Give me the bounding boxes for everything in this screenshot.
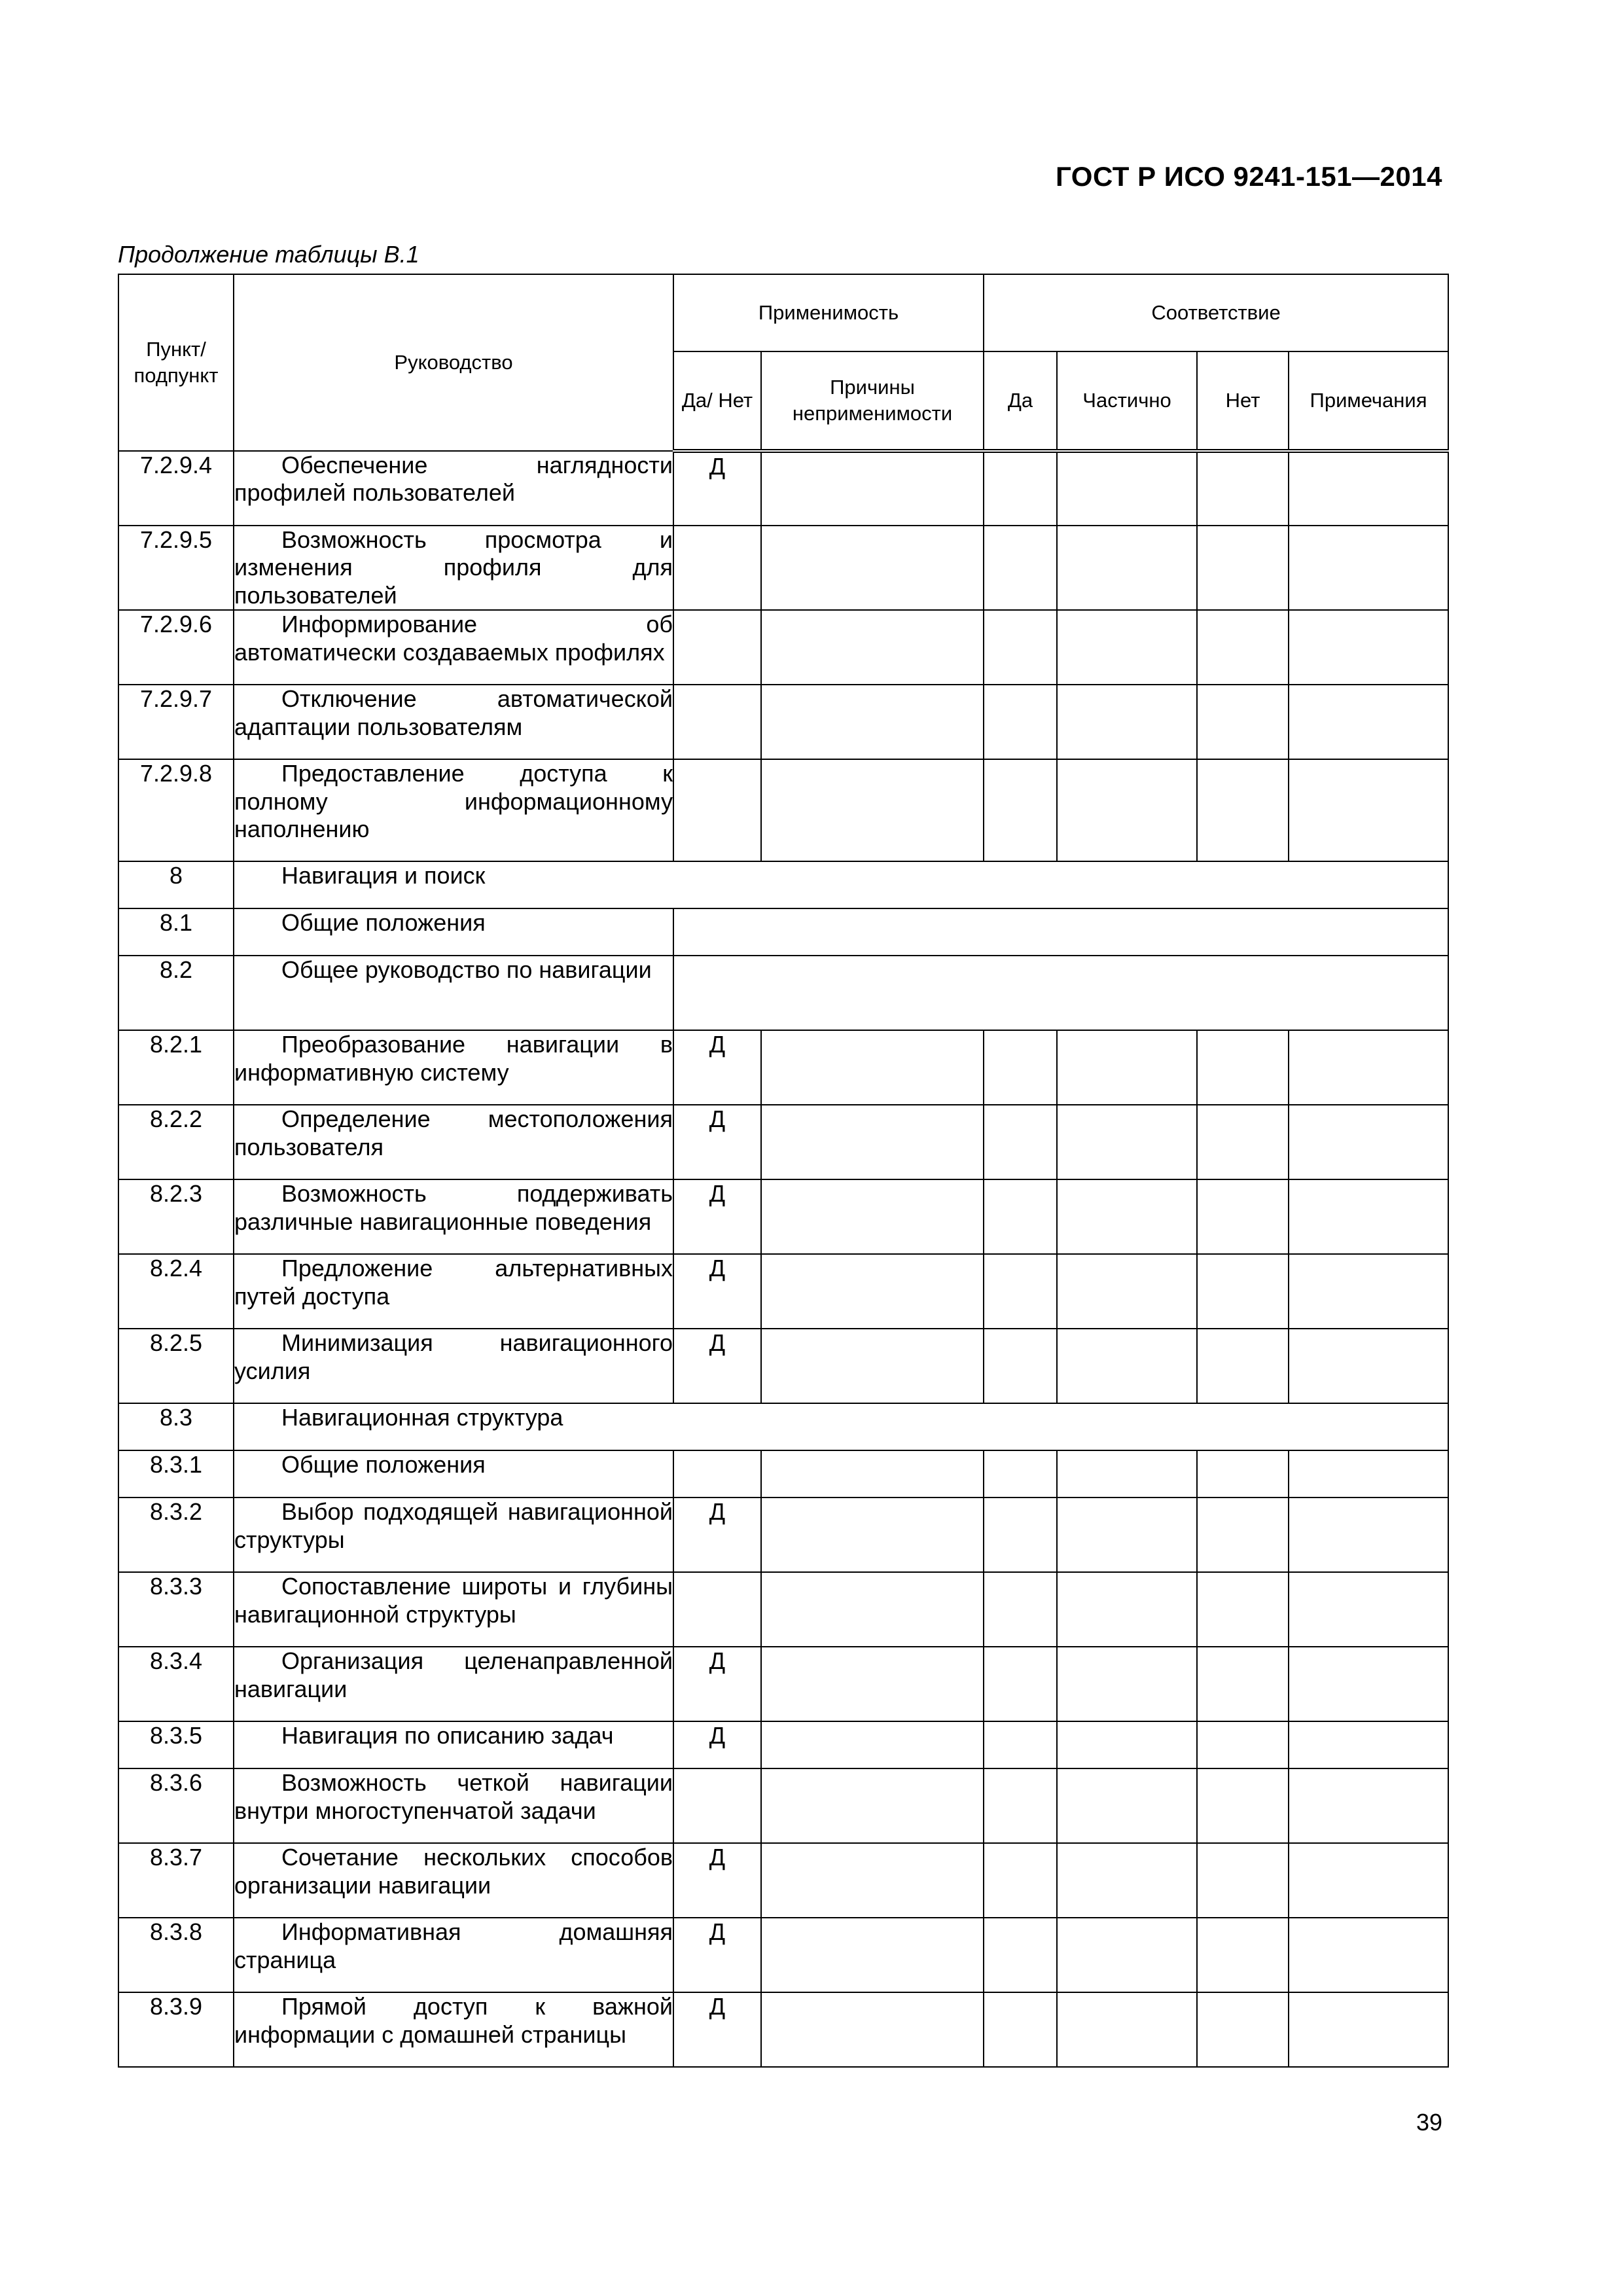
- row-number: 8.2.4: [118, 1254, 234, 1329]
- row-yes-cell: [984, 1498, 1057, 1572]
- row-partial-cell: [1057, 451, 1197, 526]
- row-guidance: [234, 1768, 673, 1843]
- table-row: [118, 1105, 1448, 1179]
- row-notes-cell: [1289, 451, 1448, 526]
- page-number: 39: [1416, 2109, 1442, 2136]
- row-yes-cell: [984, 1572, 1057, 1647]
- row-applicability: Д: [673, 1105, 761, 1179]
- row-number: 8.2.2: [118, 1105, 234, 1179]
- row-guidance-text: Выбор подходящей навигационной структуры: [234, 1498, 673, 1553]
- row-yes-cell: [984, 451, 1057, 526]
- table-row: [118, 451, 1448, 526]
- row-guidance: [234, 1572, 673, 1647]
- row-yes-cell: [984, 1179, 1057, 1254]
- row-yes-cell: [984, 610, 1057, 685]
- row-yes-cell: [984, 1647, 1057, 1721]
- row-reason-cell: [761, 610, 984, 685]
- row-guidance-text: Навигация и поиск: [281, 862, 486, 889]
- row-applicability: [673, 526, 761, 610]
- row-partial-cell: [1057, 1179, 1197, 1254]
- row-no-cell: [1197, 1992, 1289, 2067]
- row-guidance: [234, 908, 673, 956]
- row-yes-cell: [984, 1329, 1057, 1403]
- row-number: 8.2.5: [118, 1329, 234, 1403]
- row-yes-cell: [984, 759, 1057, 861]
- row-partial-cell: [1057, 1992, 1197, 2067]
- row-reason-cell: [761, 1030, 984, 1105]
- row-guidance-text: Прямой доступ к важной информации с домашней страницы: [234, 1993, 673, 2048]
- row-no-cell: [1197, 685, 1289, 759]
- row-no-cell: [1197, 1768, 1289, 1843]
- row-guidance-text: Отключение автоматической адаптации пользователям: [234, 685, 673, 740]
- row-guidance-text: Навигация по описанию задач: [281, 1722, 614, 1749]
- row-notes-cell: [1289, 1843, 1448, 1918]
- header-partial: Частично: [1057, 351, 1197, 451]
- row-number: 8.3: [118, 1403, 234, 1450]
- row-partial-cell: [1057, 610, 1197, 685]
- row-notes-cell: [1289, 1179, 1448, 1254]
- row-guidance-text: Предложение альтернативных путей доступа: [234, 1255, 673, 1310]
- table-row: [118, 1992, 1448, 2067]
- row-applicability: Д: [673, 1254, 761, 1329]
- row-applicability: Д: [673, 1329, 761, 1403]
- row-no-cell: [1197, 759, 1289, 861]
- table-row: [118, 1768, 1448, 1843]
- row-yes-cell: [984, 1254, 1057, 1329]
- row-partial-cell: [1057, 1450, 1197, 1498]
- table-row: [118, 1329, 1448, 1403]
- row-guidance-text: Преобразование навигации в информативную систему: [234, 1031, 673, 1086]
- row-guidance: [234, 1254, 673, 1329]
- row-guidance-text: Сочетание нескольких способов организации навигации: [234, 1844, 673, 1899]
- row-guidance: [234, 1450, 673, 1498]
- row-partial-cell: [1057, 1843, 1197, 1918]
- row-guidance-text: Предоставление доступа к полному информационному наполнению: [234, 760, 673, 843]
- table-row: [118, 1572, 1448, 1647]
- table-row: [118, 1918, 1448, 1992]
- row-reason-cell: [761, 759, 984, 861]
- row-partial-cell: [1057, 1254, 1197, 1329]
- row-applicability: [673, 1450, 761, 1498]
- row-yes-cell: [984, 1918, 1057, 1992]
- row-notes-cell: [1289, 1498, 1448, 1572]
- row-notes-cell: [1289, 610, 1448, 685]
- row-partial-cell: [1057, 1030, 1197, 1105]
- row-applicability: [673, 1768, 761, 1843]
- row-no-cell: [1197, 1572, 1289, 1647]
- table-row: [118, 1254, 1448, 1329]
- row-guidance: [234, 1721, 673, 1768]
- row-guidance-text: Информативная домашняя страница: [234, 1918, 673, 1973]
- row-reason-cell: [761, 1843, 984, 1918]
- row-number: 8.2: [118, 956, 234, 1030]
- row-reason-cell: [761, 1179, 984, 1254]
- row-reason-cell: [761, 1450, 984, 1498]
- row-notes-cell: [1289, 1918, 1448, 1992]
- row-yes-cell: [984, 1992, 1057, 2067]
- row-partial-cell: [1057, 1721, 1197, 1768]
- row-guidance-text: Обеспечение наглядности профилей пользователей: [234, 452, 673, 507]
- row-guidance: [234, 685, 673, 759]
- row-guidance: [234, 1105, 673, 1179]
- row-reason-cell: [761, 685, 984, 759]
- row-number: 8.3.6: [118, 1768, 234, 1843]
- header-guide: Руководство: [234, 274, 673, 451]
- header-applicability: Применимость: [673, 274, 984, 351]
- row-guidance: [234, 861, 1448, 908]
- row-no-cell: [1197, 451, 1289, 526]
- row-guidance-text: Сопоставление широты и глубины навигационной структуры: [234, 1573, 673, 1628]
- header-notes: Примечания: [1289, 351, 1448, 451]
- row-guidance: [234, 610, 673, 685]
- row-notes-cell: [1289, 685, 1448, 759]
- table-row: [118, 861, 1448, 908]
- row-guidance-text: Навигационная структура: [281, 1404, 563, 1431]
- row-reason-cell: [761, 1329, 984, 1403]
- row-notes-cell: [1289, 526, 1448, 610]
- row-no-cell: [1197, 1647, 1289, 1721]
- row-applicability: Д: [673, 1843, 761, 1918]
- table-row: [118, 956, 1448, 1030]
- row-applicability: Д: [673, 1647, 761, 1721]
- row-guidance: [234, 759, 673, 861]
- row-applicability: Д: [673, 1179, 761, 1254]
- row-applicability: Д: [673, 1498, 761, 1572]
- row-applicability: Д: [673, 1918, 761, 1992]
- row-applicability: Д: [673, 451, 761, 526]
- row-notes-cell: [1289, 1329, 1448, 1403]
- row-guidance-text: Возможность четкой навигации внутри многоступенчатой задачи: [234, 1769, 673, 1824]
- row-no-cell: [1197, 1918, 1289, 1992]
- row-partial-cell: [1057, 526, 1197, 610]
- row-number: 8.3.5: [118, 1721, 234, 1768]
- table-row: [118, 1403, 1448, 1450]
- header-item: Пункт/ подпункт: [118, 274, 234, 451]
- row-guidance: [234, 1030, 673, 1105]
- row-reason-cell: [761, 1992, 984, 2067]
- row-no-cell: [1197, 1721, 1289, 1768]
- row-yes-cell: [984, 1105, 1057, 1179]
- row-number: 7.2.9.6: [118, 610, 234, 685]
- row-guidance: [234, 1498, 673, 1572]
- row-reason-cell: [761, 1721, 984, 1768]
- header-no: Нет: [1197, 351, 1289, 451]
- row-no-cell: [1197, 610, 1289, 685]
- row-guidance-text: Определение местоположения пользователя: [234, 1105, 673, 1160]
- row-reason-cell: [761, 1105, 984, 1179]
- row-number: 7.2.9.8: [118, 759, 234, 861]
- row-guidance: [234, 1403, 1448, 1450]
- row-no-cell: [1197, 1843, 1289, 1918]
- table-row: [118, 1843, 1448, 1918]
- table-row: [118, 685, 1448, 759]
- row-applicability: Д: [673, 1992, 761, 2067]
- table-row: [118, 1647, 1448, 1721]
- row-guidance: [234, 1843, 673, 1918]
- row-reason-cell: [761, 1918, 984, 1992]
- row-number: 7.2.9.5: [118, 526, 234, 610]
- row-yes-cell: [984, 1030, 1057, 1105]
- row-number: 7.2.9.7: [118, 685, 234, 759]
- row-reason-cell: [761, 1572, 984, 1647]
- row-yes-cell: [984, 685, 1057, 759]
- header-reasons: Причины неприменимости: [761, 351, 984, 451]
- table-row: [118, 1179, 1448, 1254]
- row-notes-cell: [1289, 1254, 1448, 1329]
- row-partial-cell: [1057, 1918, 1197, 1992]
- row-yes-cell: [984, 1450, 1057, 1498]
- row-partial-cell: [1057, 1768, 1197, 1843]
- row-no-cell: [1197, 1329, 1289, 1403]
- table-row: [118, 526, 1448, 610]
- row-guidance-text: Общее руководство по навигации: [281, 956, 652, 984]
- row-number: 8.3.4: [118, 1647, 234, 1721]
- table-row: [118, 610, 1448, 685]
- table-row: [118, 1030, 1448, 1105]
- table-caption: Продолжение таблицы В.1: [118, 241, 419, 268]
- row-notes-cell: [1289, 1992, 1448, 2067]
- row-guidance: [234, 1992, 673, 2067]
- row-no-cell: [1197, 526, 1289, 610]
- table-row: [118, 1721, 1448, 1768]
- row-no-cell: [1197, 1179, 1289, 1254]
- row-guidance: [234, 956, 673, 1030]
- row-notes-cell: [1289, 1572, 1448, 1647]
- row-applicability: [673, 610, 761, 685]
- row-yes-cell: [984, 1721, 1057, 1768]
- row-partial-cell: [1057, 1498, 1197, 1572]
- row-number: 8.3.3: [118, 1572, 234, 1647]
- row-number: 8.2.3: [118, 1179, 234, 1254]
- row-reason-cell: [761, 526, 984, 610]
- table-row: [118, 908, 1448, 956]
- row-guidance-text: Возможность просмотра и изменения профиля для пользователей: [234, 526, 673, 609]
- row-reason-cell: [761, 1647, 984, 1721]
- row-reason-cell: [761, 1498, 984, 1572]
- table-row: [118, 759, 1448, 861]
- row-number: 8.3.8: [118, 1918, 234, 1992]
- row-guidance: [234, 451, 673, 526]
- row-guidance: [234, 1918, 673, 1992]
- row-notes-cell: [1289, 1030, 1448, 1105]
- row-number: 7.2.9.4: [118, 451, 234, 526]
- row-number: 8.1: [118, 908, 234, 956]
- row-guidance-text: Минимизация навигационного усилия: [234, 1329, 673, 1384]
- row-guidance: [234, 526, 673, 610]
- row-merged-cell: [673, 908, 1448, 956]
- row-no-cell: [1197, 1030, 1289, 1105]
- row-number: 8.3.9: [118, 1992, 234, 2067]
- row-merged-cell: [673, 956, 1448, 1030]
- document-title: ГОСТ Р ИСО 9241-151—2014: [1056, 161, 1442, 192]
- row-reason-cell: [761, 1768, 984, 1843]
- row-guidance-text: Возможность поддерживать различные навигационные поведения: [234, 1180, 673, 1235]
- row-guidance-text: Организация целенаправленной навигации: [234, 1647, 673, 1702]
- row-no-cell: [1197, 1498, 1289, 1572]
- row-partial-cell: [1057, 1572, 1197, 1647]
- row-yes-cell: [984, 1843, 1057, 1918]
- row-number: 8.3.2: [118, 1498, 234, 1572]
- row-applicability: [673, 1572, 761, 1647]
- row-applicability: Д: [673, 1030, 761, 1105]
- row-number: 8.2.1: [118, 1030, 234, 1105]
- table-row: [118, 1450, 1448, 1498]
- row-partial-cell: [1057, 759, 1197, 861]
- row-number: 8: [118, 861, 234, 908]
- row-notes-cell: [1289, 1647, 1448, 1721]
- row-partial-cell: [1057, 685, 1197, 759]
- row-no-cell: [1197, 1105, 1289, 1179]
- row-notes-cell: [1289, 1721, 1448, 1768]
- row-applicability: Д: [673, 1721, 761, 1768]
- header-yes: Да: [984, 351, 1057, 451]
- row-guidance-text: Общие положения: [281, 1451, 486, 1479]
- row-applicability: [673, 685, 761, 759]
- row-guidance-text: Информирование об автоматически создаваемых профилях: [234, 611, 673, 666]
- row-reason-cell: [761, 1254, 984, 1329]
- conformance-table: [118, 274, 1449, 2068]
- row-guidance-text: Общие положения: [281, 909, 486, 937]
- row-notes-cell: [1289, 759, 1448, 861]
- row-yes-cell: [984, 526, 1057, 610]
- row-partial-cell: [1057, 1647, 1197, 1721]
- row-applicability: [673, 759, 761, 861]
- row-reason-cell: [761, 451, 984, 526]
- row-yes-cell: [984, 1768, 1057, 1843]
- row-guidance: [234, 1179, 673, 1254]
- table-row: [118, 1498, 1448, 1572]
- row-no-cell: [1197, 1450, 1289, 1498]
- row-notes-cell: [1289, 1768, 1448, 1843]
- header-conformance: Соответствие: [984, 274, 1448, 351]
- row-notes-cell: [1289, 1450, 1448, 1498]
- row-guidance: [234, 1647, 673, 1721]
- row-no-cell: [1197, 1254, 1289, 1329]
- row-number: 8.3.7: [118, 1843, 234, 1918]
- row-guidance: [234, 1329, 673, 1403]
- header-yes-no: Да/ Нет: [673, 351, 761, 451]
- row-notes-cell: [1289, 1105, 1448, 1179]
- row-partial-cell: [1057, 1329, 1197, 1403]
- row-partial-cell: [1057, 1105, 1197, 1179]
- row-number: 8.3.1: [118, 1450, 234, 1498]
